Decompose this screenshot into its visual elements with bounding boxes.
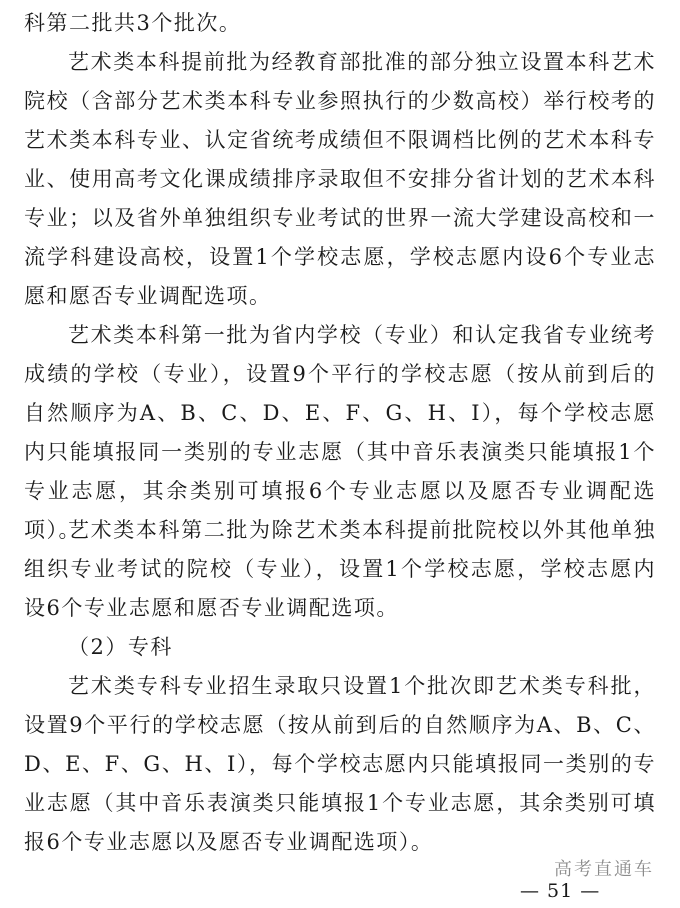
watermark: 高考直通车 [554, 859, 654, 880]
page-number: — 51 — [520, 880, 601, 902]
section-heading-junior-college: （2）专科 [68, 635, 173, 659]
paragraph-second-batch: 艺术类本科第二批为除艺术类本科提前批院校以外其他单独组织专业考试的院校（专业），设置1个学校志愿，学校志愿内设6个专业志愿和愿否专业调配选项。 [24, 518, 656, 620]
paragraph-junior-college: 艺术类专科专业招生录取只设置1个批次即艺术类专科批，设置9个平行的学校志愿（按从前到后的自然顺序为A、B、C、D、E、F、G、H、I），每个学校志愿内只能填报同一类别的专业志愿（其中音乐表演类只能填报1个专业志愿，其余类别可填报6个专业志愿以及愿否专业调配选项）。 [24, 674, 656, 854]
paragraph-first-batch: 艺术类本科第一批为省内学校（专业）和认定我省专业统考成绩的学校（专业），设置9个平行的学校志愿（按从前到后的自然顺序为A、B、C、D、E、F、G、H、I），每个学校志愿内只能填报同一类别的专业志愿（其中音乐表演类只能填报1个专业志愿，其余类别可填报6个专业志愿以及愿否专业调配选项）。 [24, 323, 656, 542]
paragraph-continuation: 科第二批共3个批次。 [24, 11, 242, 35]
paragraph-early-batch: 艺术类本科提前批为经教育部批准的部分独立设置本科艺术院校（含部分艺术类本科专业参照执行的少数高校）举行校考的艺术类本科专业、认定省统考成绩但不限调档比例的艺术本科专业、使用高考文化课成绩排序录取但不安排分省计划的艺术本科专业；以及省外单独组织专业考试的世界一流大学建设高校和一流学科建设高校，设置1个学校志愿，学校志愿内设6个专业志愿和愿否专业调配选项。 [24, 50, 656, 308]
